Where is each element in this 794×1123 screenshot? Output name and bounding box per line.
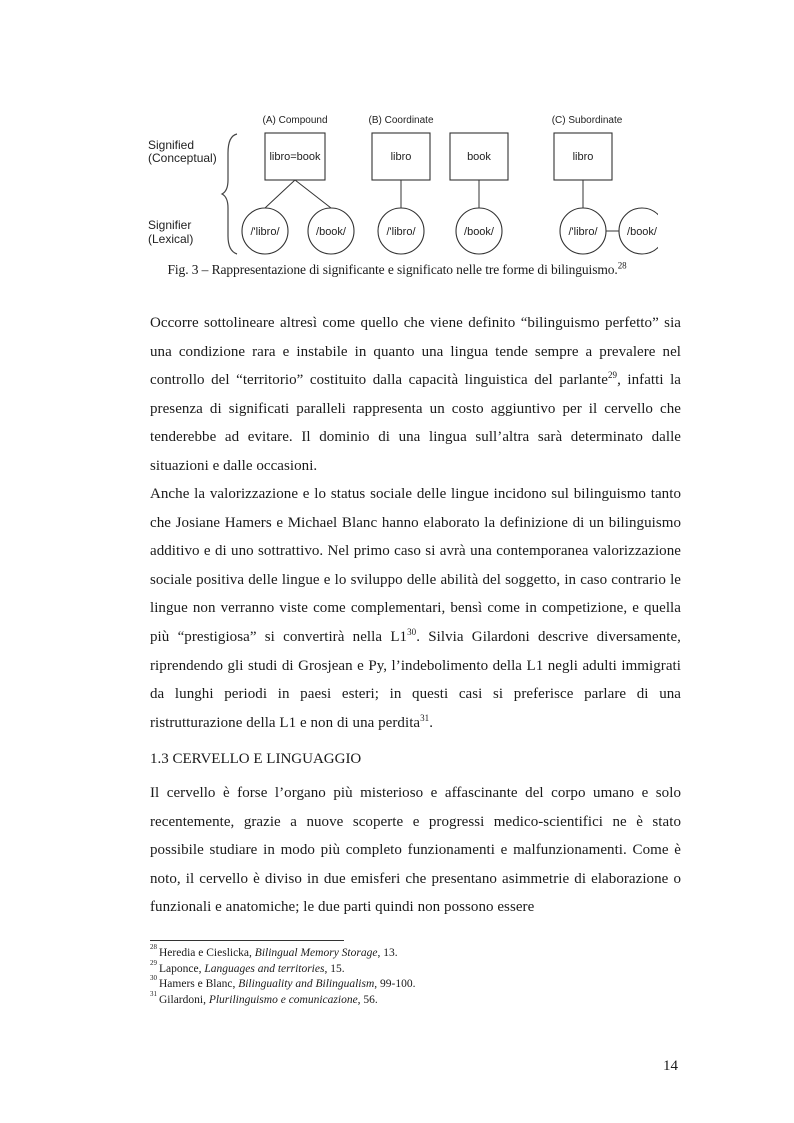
concept-label-coordinate-libro: libro <box>390 151 412 163</box>
paragraph-brain: Il cervello è forse l’organo più misterioso e affascinante del corpo umano e solo recentemente, grazie a nuove scoperte e progressi medico-scientifici ne è stato possibile studiare in modo più completo funzionamenti e malfunzionamenti. Come è noto, il cervello è diviso in due emisferi che presentano asimmetrie di elaborazione o funzionali e anatomiche; le due parti quindi non possono essere <box>150 785 681 916</box>
footnote-number: 30 <box>150 974 157 983</box>
section-heading: 1.3 CERVELLO E LINGUAGGIO <box>150 751 362 767</box>
footnote-page: , 13. <box>377 947 398 959</box>
footnote-title: Languages and territories <box>204 962 325 975</box>
footnotes <box>150 943 681 1009</box>
row-label-signified: Signified <box>148 138 195 152</box>
caption-text: Fig. 3 – Rappresentazione di significante e significato nelle tre forme di bilinguismo. <box>167 262 618 277</box>
word-label-coordinate-book: /book/ <box>464 226 494 238</box>
paragraph-perfect-bilingualism <box>150 309 681 481</box>
paragraph1-text-a: Occorre sottolineare altresì come quello che viene definito “bilinguismo perfetto” sia una condizione rara e instabile in quanto una lingua tende sempre a prevalere nel controllo del “territorio” costituito dalla capacità linguistica del parlante <box>150 315 681 389</box>
panel-title-subordinate: (C) Subordinate <box>551 115 623 126</box>
footnote-number: 28 <box>150 943 157 951</box>
footnote-title: Bilingual Memory Storage <box>254 947 378 959</box>
footnote-page: , 15. <box>324 962 345 975</box>
concept-label-subordinate: libro <box>572 151 594 163</box>
footnote-ref-31: 31 <box>420 712 430 723</box>
panel-title-compound: (A) Compound <box>262 115 328 126</box>
footnote-29 <box>150 958 681 978</box>
footnote-28 <box>150 943 681 962</box>
footnote-number: 29 <box>150 958 157 967</box>
concept-label-coordinate-book: book <box>467 151 491 163</box>
concept-label-compound: libro=book <box>269 151 321 163</box>
footnote-30 <box>150 974 681 993</box>
paragraph1-text-b: , infatti la presenza di significati paralleli rappresenta un costo aggiuntivo per il cervello che tenderebbe ad evitare. Il dominio di una lingua sull’altra sarà determinato dalle situazioni e dalle occasioni. <box>150 372 682 474</box>
footnote-divider <box>150 940 344 941</box>
row-label-lexical: (Lexical) <box>148 232 194 246</box>
caption-footnote-ref: 28 <box>617 260 627 271</box>
word-label-subordinate-libro: /'libro/ <box>568 226 598 238</box>
footnote-31 <box>150 990 681 1009</box>
footnote-number: 31 <box>150 990 157 999</box>
word-label-subordinate-book: /book/ <box>627 226 657 238</box>
link-compound-libro <box>265 180 295 208</box>
footnote-author: Laponce, <box>159 962 205 975</box>
panel-title-coordinate: (B) Coordinate <box>368 115 434 126</box>
row-label-signifier: Signifier <box>148 218 192 232</box>
paragraph2-text-c: . <box>429 714 434 731</box>
paragraph2-text-a: Anche la valorizzazione e lo status sociale delle lingue incidono sul bilinguismo tanto che Josiane Hamers e Michael Blanc hanno elaborato la definizione di un bilinguismo additivo e di uno sottrattivo. Nel primo caso si avrà una contemporanea valorizzazione sociale positiva delle lingue e lo sviluppo delle abilità del soggetto, in caso contrario le lingue non verranno viste come complementari, bensì come in competizione, e quella più “prestigiosa” si convertirà nella L1 <box>150 486 681 645</box>
bilingualism-figure <box>148 108 658 260</box>
footnote-author: Heredia e Cieslicka, <box>159 947 255 959</box>
page-number: 14 <box>663 1058 678 1074</box>
footnote-author: Gilardoni, <box>159 994 209 1007</box>
paragraph2-text-b: . Silvia Gilardoni descrive diversamente, riprendendo gli studi di Grosjean e Py, l’indebolimento della L1 negli adulti immigrati da lunghi periodi in paesi esteri; in questi casi si preferisce parlare di una ristrutturazione della L1 e non di una perdita <box>150 628 681 731</box>
footnote-ref-30: 30 <box>407 626 417 637</box>
word-label-coordinate-libro: /'libro/ <box>386 226 416 238</box>
footnote-title: Bilinguality and Bilingualism <box>238 978 375 991</box>
figure-caption <box>0 262 794 278</box>
word-label-compound-libro: /'libro/ <box>250 226 280 238</box>
bilingualism-diagram <box>148 108 658 260</box>
footnote-page: , 99-100. <box>374 978 416 991</box>
paragraph-social-status <box>150 480 681 737</box>
word-label-compound-book: /book/ <box>316 226 346 238</box>
footnote-title: Plurilinguismo e comunicazione <box>208 994 358 1007</box>
footnote-ref-29: 29 <box>607 370 618 381</box>
link-compound-book <box>295 180 331 208</box>
footnote-author: Hamers e Blanc, <box>159 978 239 991</box>
footnote-page: , 56. <box>357 994 378 1007</box>
row-label-conceptual: (Conceptual) <box>148 151 217 165</box>
grouping-brace <box>222 134 237 254</box>
